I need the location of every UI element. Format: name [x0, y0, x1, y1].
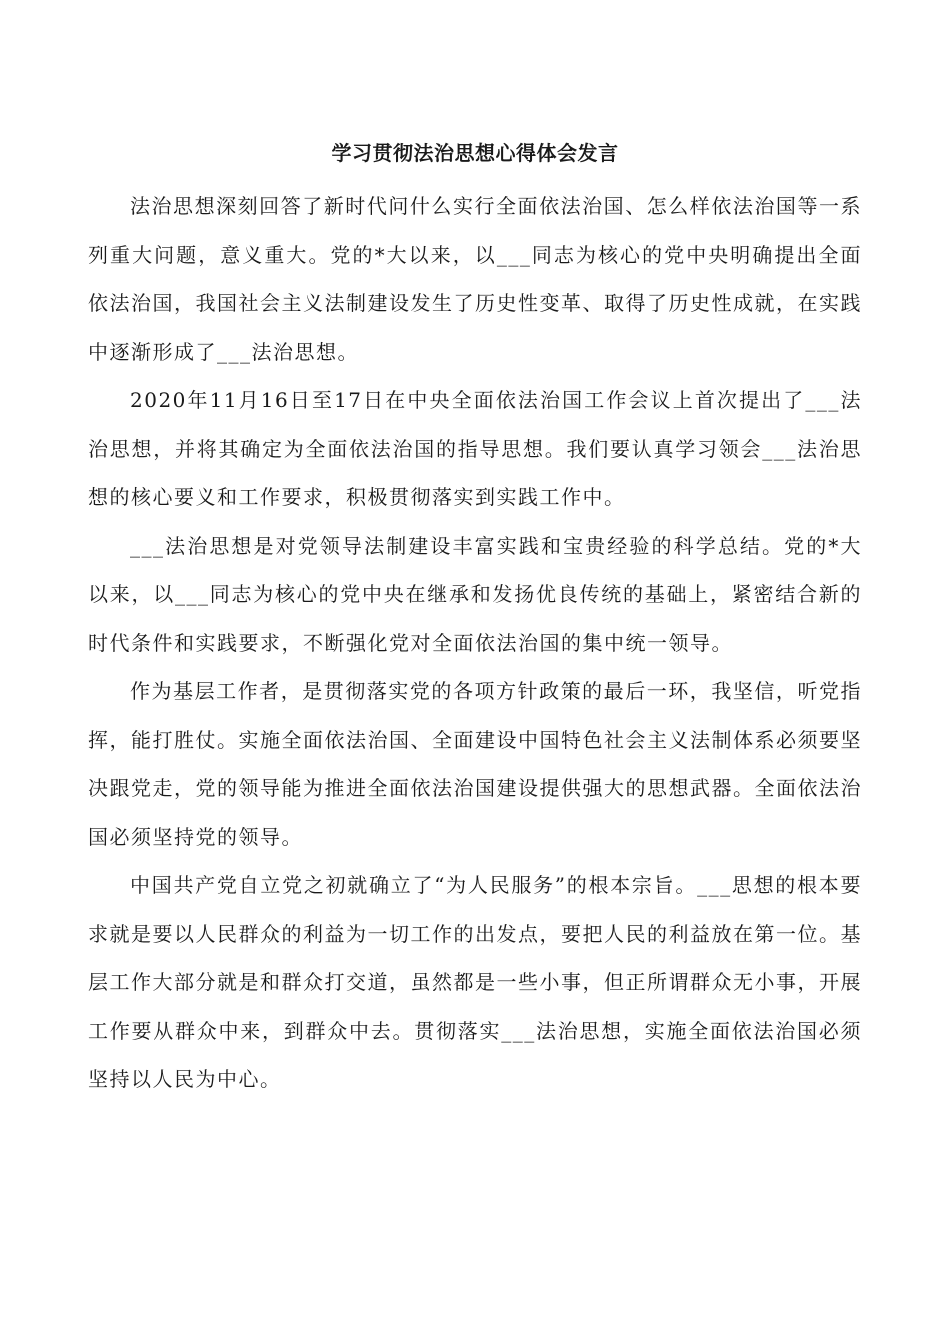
document-title: 学习贯彻法治思想心得体会发言: [331, 141, 619, 165]
paragraph-5: 中国共产党自立党之初就确立了“为人民服务”的根本宗旨。___思想的根本要求就是要以人民群众的利益为一切工作的出发点，要把人民的利益放在第一位。基层工作大部分就是和群众打交道，虽然都是一些小事，但正所谓群众无小事，开展工作要从群众中来，到群众中去。贯彻落实___法治思想，实施全面依法治国必须坚持以人民为中心。: [88, 873, 862, 1091]
paragraph-1: 法治思想深刻回答了新时代问什么实行全面依法治国、怎么样依法治国等一系列重大问题，意义重大。党的*大以来，以___同志为核心的党中央明确提出全面依法治国，我国社会主义法制建设发生了历史性变革、取得了历史性成就，在实践中逐渐形成了___法治思想。: [88, 194, 862, 364]
paragraph-3: ___法治思想是对党领导法制建设丰富实践和宝贵经验的科学总结。党的*大以来，以___同志为核心的党中央在继承和发扬优良传统的基础上，紧密结合新的时代条件和实践要求，不断强化党对全面依法治国的集中统一领导。: [88, 533, 862, 655]
paragraph-2: 2020年11月16日至17日在中央全面依法治国工作会议上首次提出了___法治思想，并将其确定为全面依法治国的指导思想。我们要认真学习领会___法治思想的核心要义和工作要求，积极贯彻落实到实践工作中。: [88, 388, 862, 509]
paragraph-4: 作为基层工作者，是贯彻落实党的各项方针政策的最后一环，我坚信，听党指挥，能打胜仗。实施全面依法治国、全面建设中国特色社会主义法制体系必须要坚决跟党走，党的领导能为推进全面依法治国建设提供强大的思想武器。全面依法治国必须坚持党的领导。: [88, 679, 862, 849]
